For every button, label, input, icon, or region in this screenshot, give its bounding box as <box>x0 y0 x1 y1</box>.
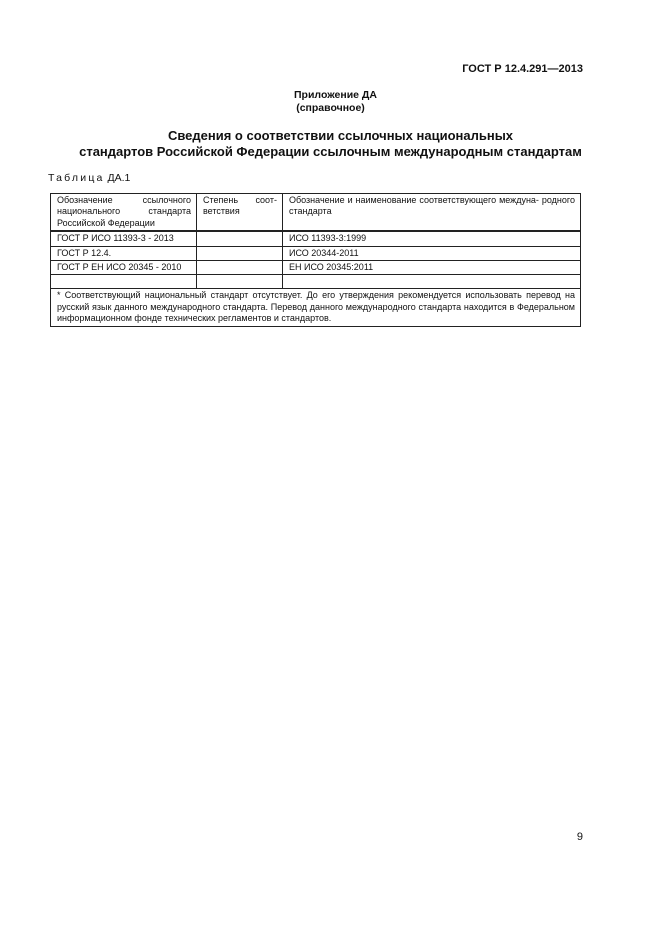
table-row <box>51 246 581 260</box>
table-row <box>51 231 581 246</box>
standard-code-header: ГОСТ Р 12.4.291—2013 <box>462 63 583 75</box>
appendix-subtitle: (справочное) <box>296 102 365 114</box>
cell-international-standard: ЕН ИСО 20345:2011 <box>283 261 581 275</box>
section-heading-line-2: стандартов Российской Федерации ссылочным международным стандартам <box>79 144 582 159</box>
header-national-standard: Обозначение ссылочного национального стандарта Российской Федерации <box>51 194 197 232</box>
cell-international-standard: ИСО 20344-2011 <box>283 246 581 260</box>
cell-national-standard: ГОСТ Р 12.4. <box>51 246 197 260</box>
table-caption <box>48 172 130 184</box>
section-heading <box>0 128 661 160</box>
standards-correspondence-table <box>50 193 581 327</box>
cell-international-standard: ИСО 11393-3:1999 <box>283 231 581 246</box>
cell-degree-of-conformity <box>197 261 283 275</box>
appendix-title: Приложение ДА <box>294 89 377 101</box>
table-caption-number: ДА.1 <box>107 172 131 184</box>
page-number: 9 <box>576 831 583 843</box>
table-row <box>51 261 581 275</box>
section-heading-line-1: Сведения о соответствии ссылочных национальных <box>167 128 514 143</box>
cell-national-standard <box>51 275 197 289</box>
appendix-heading <box>0 89 661 115</box>
table-row-empty <box>51 275 581 289</box>
cell-international-standard <box>283 275 581 289</box>
cell-degree-of-conformity <box>197 231 283 246</box>
table-caption-prefix: Таблица <box>48 172 105 184</box>
header-degree-of-conformity: Степень соот- ветствия <box>197 194 283 232</box>
cell-degree-of-conformity <box>197 275 283 289</box>
cell-degree-of-conformity <box>197 246 283 260</box>
table-footnote-row <box>51 289 581 326</box>
cell-national-standard: ГОСТ Р ИСО 11393-3 - 2013 <box>51 231 197 246</box>
cell-national-standard: ГОСТ Р ЕН ИСО 20345 - 2010 <box>51 261 197 275</box>
table-footnote: * Соответствующий национальный стандарт отсутствует. До его утверждения рекомендуется использовать перевод на русский язык данного международного стандарта. Перевод данного международного стандарта находится в Федеральном информационном фонде технических регламентов и стандартов. <box>51 289 581 326</box>
table-header-row <box>51 194 581 232</box>
header-international-standard: Обозначение и наименование соответствующего междуна- родного стандарта <box>283 194 581 232</box>
